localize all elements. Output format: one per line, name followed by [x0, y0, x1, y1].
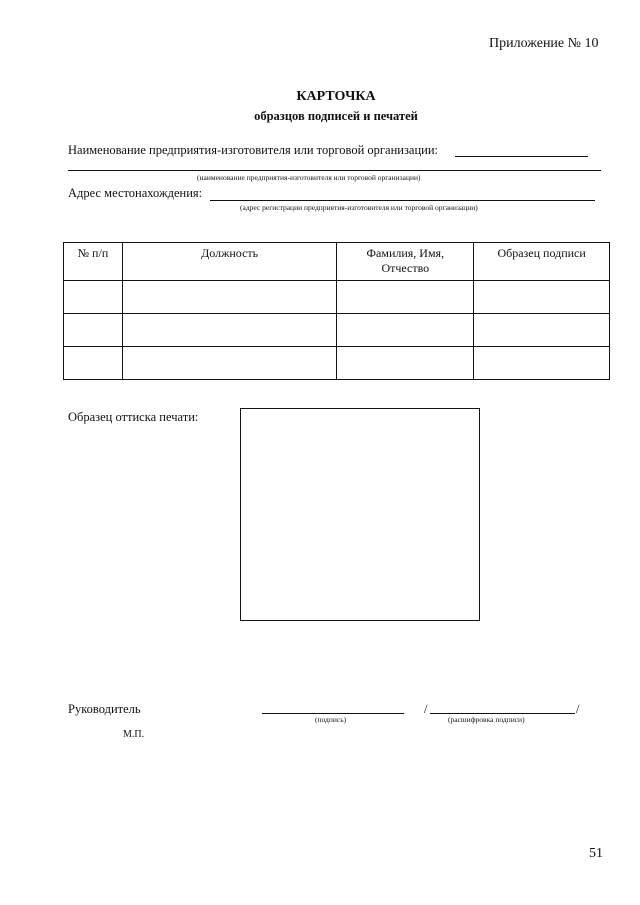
appendix-label: Приложение № 10: [489, 36, 599, 51]
col-header-fullname: Фамилия, Имя, Отчество: [337, 243, 474, 281]
table-row: [64, 314, 610, 347]
cell-position[interactable]: [122, 314, 337, 347]
slash-left: /: [424, 702, 428, 716]
signature-field[interactable]: [262, 713, 404, 714]
address-hint: (адрес регистрации предприятия-изготовителя или торговой организации): [240, 203, 478, 212]
address-field[interactable]: [210, 200, 595, 201]
stamp-place-label: М.П.: [123, 729, 145, 740]
cell-position[interactable]: [122, 347, 337, 380]
address-label: Адрес местонахождения:: [68, 186, 203, 200]
col-header-signature: Образец подписи: [474, 243, 610, 281]
signature-table: [63, 242, 610, 380]
cell-fullname[interactable]: [337, 281, 474, 314]
org-name-label: Наименование предприятия-изготовителя или торговой организации:: [68, 143, 438, 157]
document-title: КАРТОЧКА: [296, 89, 376, 104]
head-label: Руководитель: [68, 702, 141, 716]
cell-signature[interactable]: [474, 281, 610, 314]
table-row: [64, 281, 610, 314]
org-name-field-line2[interactable]: [68, 170, 601, 171]
cell-number[interactable]: [64, 347, 123, 380]
table-row: [64, 347, 610, 380]
page-number: 51: [589, 846, 603, 861]
cell-fullname[interactable]: [337, 347, 474, 380]
cell-signature[interactable]: [474, 314, 610, 347]
table-header-row: [64, 243, 610, 281]
col-header-number: № п/п: [64, 243, 123, 281]
decode-field[interactable]: [430, 713, 575, 714]
org-name-field[interactable]: [455, 156, 588, 157]
decode-hint: (расшифровка подписи): [448, 715, 525, 724]
cell-fullname[interactable]: [337, 314, 474, 347]
cell-number[interactable]: [64, 281, 123, 314]
cell-position[interactable]: [122, 281, 337, 314]
signature-hint: (подпись): [315, 715, 347, 724]
slash-right: /: [576, 702, 580, 716]
col-header-position: Должность: [122, 243, 337, 281]
stamp-box[interactable]: [240, 408, 480, 621]
org-name-hint: (наименование предприятия-изготовителя или торговой организации): [197, 173, 421, 182]
document-subtitle: образцов подписей и печатей: [254, 109, 418, 123]
cell-signature[interactable]: [474, 347, 610, 380]
cell-number[interactable]: [64, 314, 123, 347]
stamp-label: Образец оттиска печати:: [68, 410, 199, 424]
